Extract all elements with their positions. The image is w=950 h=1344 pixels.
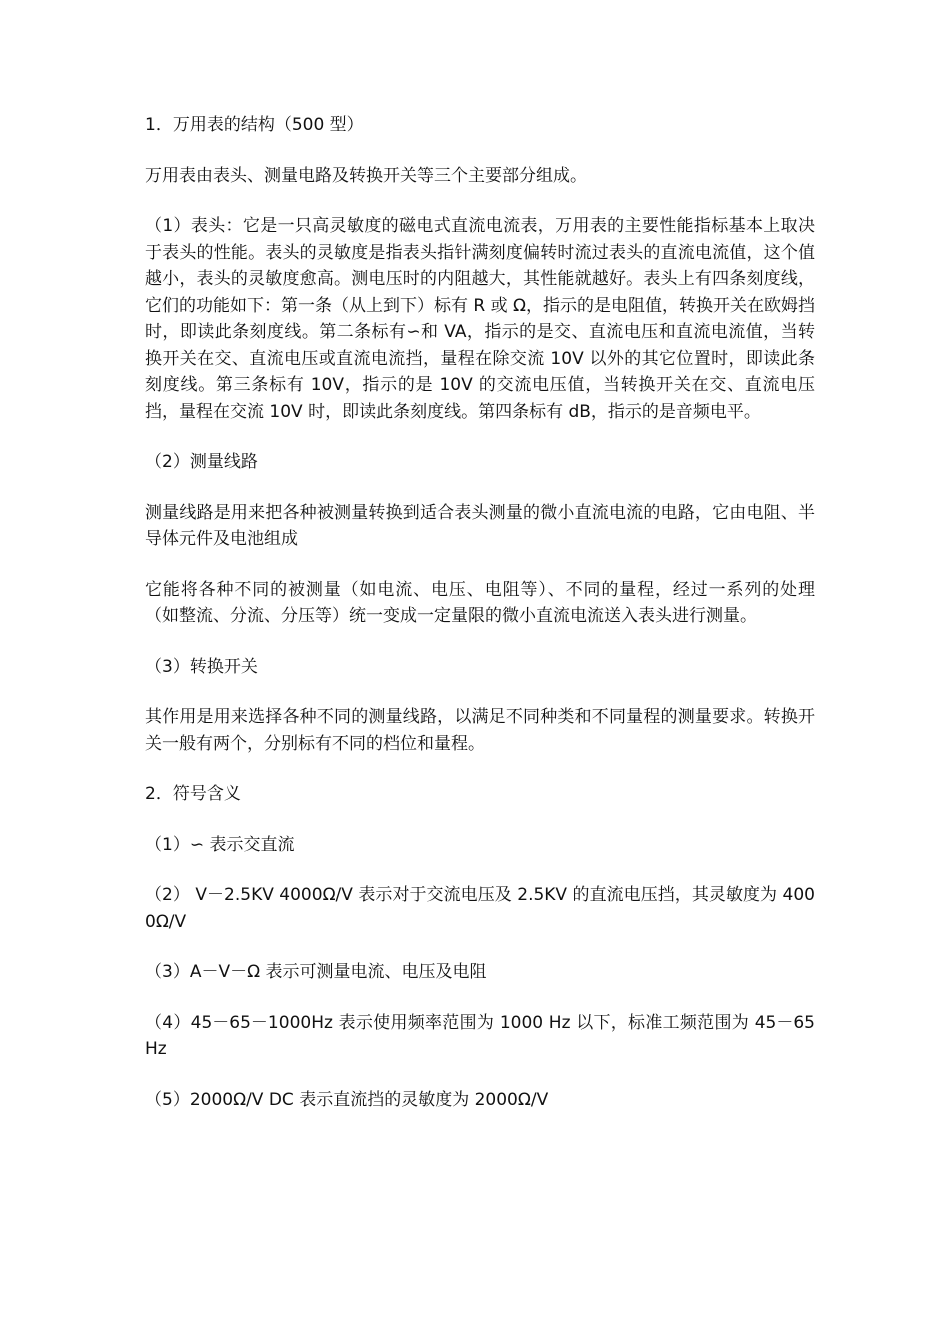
section-heading-symbols: 2．符号含义 [145, 784, 241, 804]
document-body [145, 112, 815, 1137]
symbol-item-5: （5）2000Ω/V DC 表示直流挡的灵敏度为 2000Ω/V [145, 1089, 549, 1110]
symbol-item-4: （4）45－65－1000Hz 表示使用频率范围为 1000 Hz 以下，标准工频范围为 45－65Hz [145, 1012, 815, 1059]
symbol-item-1: （1）∽ 表示交直流 [145, 834, 295, 855]
paragraph-measuring-process: 它能将各种不同的被测量（如电流、电压、电阻等）、不同的量程，经过一系列的处理（如整流、分流、分压等）统一变成一定量限的微小直流电流送入表头进行测量。 [145, 579, 815, 626]
subheading-measuring-circuit: （2）测量线路 [145, 452, 258, 472]
section-heading-structure: 1．万用表的结构（500 型） [145, 115, 364, 135]
symbol-item-2: （2） V－2.5KV 4000Ω/V 表示对于交流电压及 2.5KV 的直流电压挡，其灵敏度为 4000Ω/V [145, 885, 815, 932]
paragraph-components: 万用表由表头、测量电路及转换开关等三个主要部分组成。 [145, 165, 587, 186]
symbol-item-3: （3）A－V－Ω 表示可测量电流、电压及电阻 [145, 962, 487, 982]
subheading-switch: （3）转换开关 [145, 656, 258, 677]
paragraph-measuring-circuit: 测量线路是用来把各种被测量转换到适合表头测量的微小直流电流的电路，它由电阻、半导体元件及电池组成 [145, 502, 815, 549]
paragraph-switch: 其作用是用来选择各种不同的测量线路，以满足不同种类和不同量程的测量要求。转换开关一般有两个，分别标有不同的档位和量程。 [145, 707, 815, 754]
paragraph-meter-head: （1）表头：它是一只高灵敏度的磁电式直流电流表，万用表的主要性能指标基本上取决于表头的性能。表头的灵敏度是指表头指针满刻度偏转时流过表头的直流电流值，这个值越小，表头的灵敏度愈高。测电压时的内阻越大，其性能就越好。表头上有四条刻度线，它们的功能如下：第一条（从上到下）标有 R 或 Ω，指示的是电阻值，转换开关在欧姆挡时，即读此条刻度线。第二条标有∽和 VA，指示的是交、直流电压和直流电流值，当转换开关在交、直流电压或直流电流挡，量程在除交流 10V 以外的其它位置时，即读此条刻度线。第三条标有 10V，指示的是 10V 的交流电压值，当转换开关在交、直流电压挡，量程在交流 10V 时，即读此条刻度线。第四条标有 dB，指示的是音频电平。 [145, 216, 816, 422]
